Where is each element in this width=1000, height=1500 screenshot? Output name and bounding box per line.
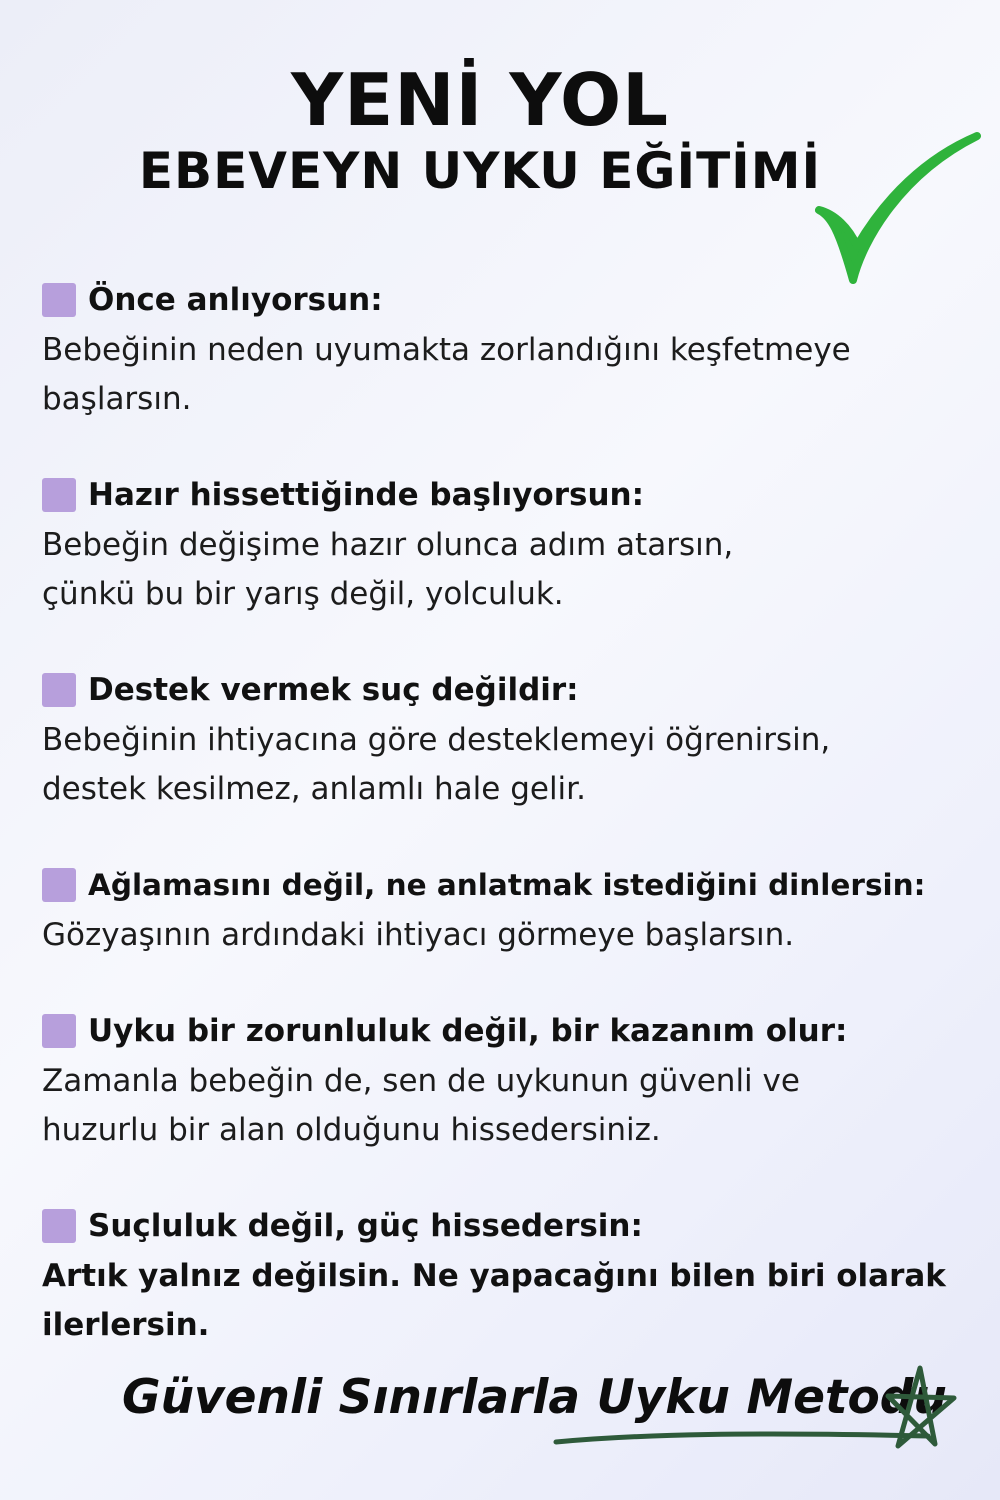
section-body: Gözyaşının ardındaki ihtiyacı görmeye başlarsın. [42, 917, 795, 953]
section-heading: Hazır hissettiğinde başlıyorsun: [88, 477, 644, 513]
section-body: Artık yalnız değilsin. Ne yapacağını bilen biri olarak ilerlersin. [42, 1258, 946, 1343]
section-2 [42, 473, 972, 619]
bullet-square-icon [42, 1209, 76, 1243]
section-heading: Destek vermek suç değildir: [88, 672, 579, 708]
section-heading: Suçluluk değil, güç hissedersin: [88, 1208, 643, 1244]
section-body: Bebeğinin neden uyumakta zorlandığını keşfetmeye başlarsın. [42, 332, 851, 417]
bullet-square-icon [42, 283, 76, 317]
section-heading-row [42, 473, 972, 517]
section-heading-row [42, 1204, 972, 1248]
star-icon [880, 1362, 960, 1452]
page-title: YENİ YOL [290, 58, 670, 142]
section-5 [42, 1009, 972, 1155]
section-1 [42, 278, 972, 424]
bullet-square-icon [42, 868, 76, 902]
checkmark-icon [805, 128, 985, 293]
section-heading: Ağlamasını değil, ne anlatmak istediğini dinlersin: [88, 868, 926, 902]
section-heading-row [42, 278, 972, 322]
footer-slogan: Güvenli Sınırlarla Uyku Metodu [122, 1370, 947, 1425]
section-body: Bebeğin değişime hazır olunca adım atarsın, çünkü bu bir yarış değil, yolculuk. [42, 527, 734, 612]
section-heading-row [42, 863, 972, 907]
section-4 [42, 863, 972, 960]
page-subtitle: EBEVEYN UYKU EĞİTİMİ [138, 142, 822, 200]
section-heading: Uyku bir zorunluluk değil, bir kazanım olur: [88, 1013, 848, 1049]
section-heading: Önce anlıyorsun: [88, 282, 383, 318]
underline-stroke [552, 1426, 932, 1450]
section-heading-row [42, 668, 972, 712]
bullet-square-icon [42, 1014, 76, 1048]
section-6 [42, 1204, 972, 1350]
section-body: Zamanla bebeğin de, sen de uykunun güvenli ve huzurlu bir alan olduğunu hissedersiniz. [42, 1063, 800, 1148]
bullet-square-icon [42, 673, 76, 707]
section-body: Bebeğinin ihtiyacına göre desteklemeyi öğrenirsin, destek kesilmez, anlamlı hale gelir. [42, 722, 831, 807]
bullet-square-icon [42, 478, 76, 512]
section-heading-row [42, 1009, 972, 1053]
section-3 [42, 668, 972, 814]
